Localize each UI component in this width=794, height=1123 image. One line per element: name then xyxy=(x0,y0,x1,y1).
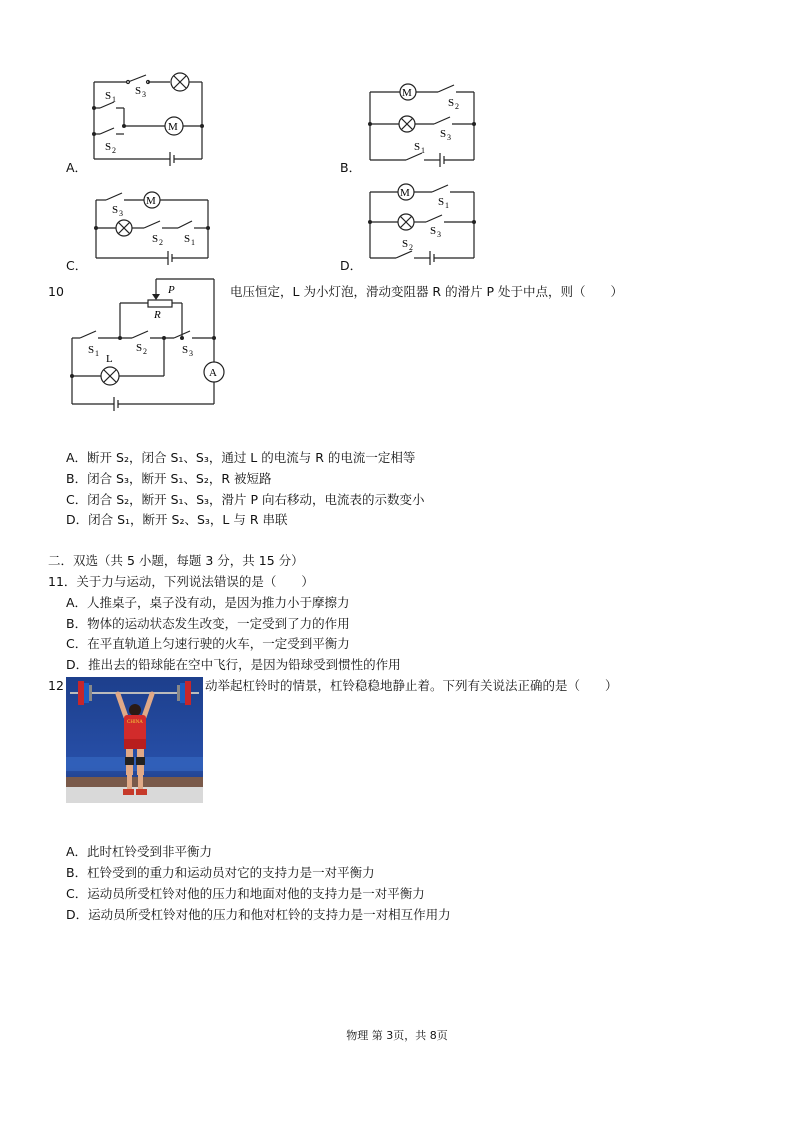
svg-text:1: 1 xyxy=(95,349,99,358)
question-10-option-a: A．断开 S₂，闭合 S₁、S₃，通过 L 的电流与 R 的电流一定相等 xyxy=(66,450,416,465)
svg-text:3: 3 xyxy=(189,349,193,358)
question-12-option-d: D．运动员所受杠铃对他的压力和他对杠铃的支持力是一对相互作用力 xyxy=(66,907,451,922)
question-12-option-c: C．运动员所受杠铃对他的压力和地面对他的支持力是一对平衡力 xyxy=(66,886,425,901)
svg-text:S: S xyxy=(440,128,447,140)
svg-text:S: S xyxy=(438,196,445,208)
question-10-option-d: D．闭合 S₁，断开 S₂、S₃，L 与 R 串联 xyxy=(66,512,288,527)
question-10-option-c: C．闭合 S₂，断开 S₁、S₃，滑片 P 向右移动，电流表的示数变小 xyxy=(66,492,425,507)
svg-text:S: S xyxy=(448,97,455,109)
question-11-stem: 11．关于力与运动，下列说法错误的是（ ） xyxy=(48,574,314,589)
svg-text:S: S xyxy=(430,225,437,237)
svg-text:M: M xyxy=(402,87,412,99)
option-letter-d: D． xyxy=(340,258,363,273)
circuit-diagram-c xyxy=(92,188,217,268)
option-letter-c: C． xyxy=(66,258,88,273)
svg-text:S: S xyxy=(402,238,409,250)
option-letter-b: B． xyxy=(340,160,362,175)
circuit-diagram-b xyxy=(366,80,481,170)
ammeter-label: A xyxy=(209,367,217,379)
svg-text:S: S xyxy=(414,141,421,153)
svg-text:M: M xyxy=(168,121,178,133)
weightlifter-photo xyxy=(66,677,203,803)
question-10-circuit-diagram xyxy=(66,276,226,412)
svg-text:S: S xyxy=(105,141,112,153)
lamp-label: L xyxy=(106,353,113,365)
circuit-diagram-a xyxy=(88,72,213,167)
svg-text:3: 3 xyxy=(437,230,441,239)
svg-text:2: 2 xyxy=(112,146,116,155)
question-11-option-b: B．物体的运动状态发生改变，一定受到了力的作用 xyxy=(66,616,350,631)
svg-text:S: S xyxy=(105,90,112,102)
question-12-option-b: B．杠铃受到的重力和运动员对它的支持力是一对平衡力 xyxy=(66,865,375,880)
svg-text:3: 3 xyxy=(119,209,123,218)
question-12-option-a: A．此时杠铃受到非平衡力 xyxy=(66,844,213,859)
option-letter-a: A． xyxy=(66,160,88,175)
question-12-stem: 动举起杠铃时的情景，杠铃稳稳地静止着。下列有关说法正确的是（ ） xyxy=(205,678,618,693)
svg-text:M: M xyxy=(146,195,156,207)
svg-text:3: 3 xyxy=(142,90,146,99)
svg-text:P: P xyxy=(168,284,175,296)
question-11-option-a: A．人推桌子，桌子没有动，是因为推力小于摩擦力 xyxy=(66,595,350,610)
svg-text:2: 2 xyxy=(409,243,413,252)
svg-text:3: 3 xyxy=(447,133,451,142)
svg-text:2: 2 xyxy=(455,102,459,111)
svg-text:2: 2 xyxy=(143,347,147,356)
svg-text:S: S xyxy=(135,85,142,97)
svg-text:1: 1 xyxy=(112,95,116,104)
section-2-heading: 二．双选（共 5 小题，每题 3 分，共 15 分） xyxy=(48,553,304,568)
svg-text:S: S xyxy=(112,204,119,216)
photo-caption: CHINA xyxy=(127,720,143,725)
svg-text:S: S xyxy=(182,344,189,356)
svg-text:1: 1 xyxy=(421,146,425,155)
question-12-number: 12 xyxy=(48,678,64,693)
question-10-option-b: B．闭合 S₃，断开 S₁、S₂，R 被短路 xyxy=(66,471,272,486)
question-10-number: 10 xyxy=(48,284,64,299)
svg-text:M: M xyxy=(400,187,410,199)
svg-text:S: S xyxy=(184,233,191,245)
svg-text:S: S xyxy=(152,233,159,245)
svg-text:R: R xyxy=(154,309,161,321)
question-11-option-d: D．推出去的铅球能在空中飞行，是因为铅球受到惯性的作用 xyxy=(66,657,401,672)
svg-text:S: S xyxy=(88,344,95,356)
svg-text:1: 1 xyxy=(445,201,449,210)
question-10-stem: 电压恒定，L 为小灯泡，滑动变阻器 R 的滑片 P 处于中点，则（ ） xyxy=(230,284,624,299)
svg-text:1: 1 xyxy=(191,238,195,247)
svg-text:2: 2 xyxy=(159,238,163,247)
circuit-diagram-d xyxy=(366,180,481,270)
page-footer: 物理 第 3页，共 8页 xyxy=(346,1029,448,1042)
question-11-option-c: C．在平直轨道上匀速行驶的火车，一定受到平衡力 xyxy=(66,636,350,651)
svg-text:S: S xyxy=(136,342,143,354)
